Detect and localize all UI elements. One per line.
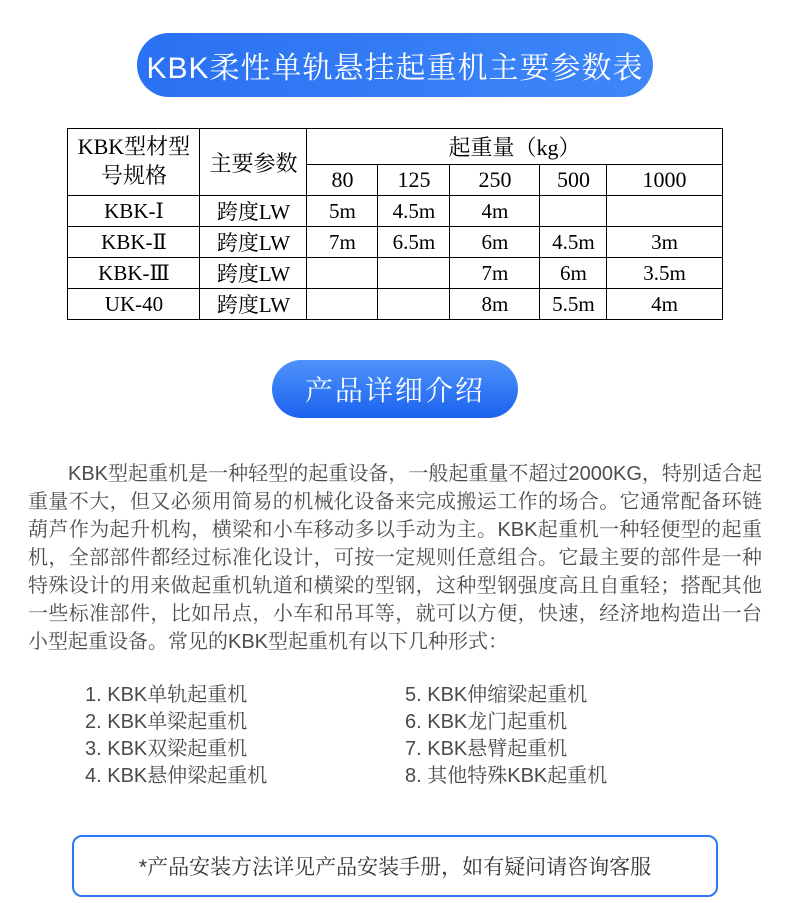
crane-list-right-column — [405, 682, 607, 790]
value-cell: 4.5m — [540, 227, 607, 258]
value-cell: 4m — [450, 196, 540, 227]
product-intro-label: 产品详细介绍 — [304, 375, 485, 406]
list-item: 1. KBK单轨起重机 — [85, 684, 248, 706]
list-item: 7. KBK悬臂起重机 — [405, 738, 568, 760]
model-cell: KBK-Ⅱ — [68, 227, 200, 258]
param-cell: 跨度LW — [200, 258, 307, 289]
crane-type-list — [85, 682, 790, 790]
value-cell: 5.5m — [540, 289, 607, 320]
table-row — [68, 289, 722, 320]
value-cell — [540, 196, 607, 227]
value-cell: 5m — [307, 196, 378, 227]
value-cell: 3m — [607, 227, 722, 258]
list-item: 3. KBK双梁起重机 — [85, 738, 248, 760]
param-cell: 跨度LW — [200, 227, 307, 258]
param-cell: 跨度LW — [200, 289, 307, 320]
model-cell: KBK-Ⅰ — [68, 196, 200, 227]
param-cell: 跨度LW — [200, 196, 307, 227]
crane-list-left-column — [85, 682, 405, 790]
installation-note-box — [72, 835, 718, 897]
list-item: 5. KBK伸缩梁起重机 — [405, 684, 588, 706]
table-row — [68, 227, 722, 258]
page-title: KBK柔性单轨悬挂起重机主要参数表 — [146, 52, 644, 85]
intro-paragraph: KBK型起重机是一种轻型的起重设备，一般起重量不超过2000KG，特别适合起重量不大，但又必须用简易的机械化设备来完成搬运工作的场合。它通常配备环链葫芦作为起升机构，横梁和小车移动多以手动为主。KBK起重机一种轻便型的起重机，全部部件都经过标准化设计，可按一定规则任意组合。它最主要的部件是一种特殊设计的用来做起重机轨道和横梁的型钢，这种型钢强度高且自重轻；搭配其他一些标准部件，比如吊点，小车和吊耳等，就可以方便，快速，经济地构造出一台小型起重设备。常见的KBK型起重机有以下几种形式： — [28, 463, 762, 653]
value-cell: 6m — [540, 258, 607, 289]
list-item: 2. KBK单梁起重机 — [85, 711, 248, 733]
value-cell: 4.5m — [378, 196, 450, 227]
installation-note-text: *产品安装方法详见产品安装手册，如有疑问请咨询客服 — [138, 856, 652, 879]
list-item: 6. KBK龙门起重机 — [405, 711, 568, 733]
header-model-spec: KBK型材型 号规格 — [68, 129, 200, 196]
value-cell: 3.5m — [607, 258, 722, 289]
value-cell — [607, 196, 722, 227]
model-cell: UK-40 — [68, 289, 200, 320]
value-cell: 4m — [607, 289, 722, 320]
value-cell — [307, 258, 378, 289]
header-capacity-80: 80 — [307, 165, 378, 196]
header-capacity: 起重量（kg） — [307, 129, 722, 165]
value-cell — [307, 289, 378, 320]
model-cell: KBK-Ⅲ — [68, 258, 200, 289]
header-capacity-125: 125 — [378, 165, 450, 196]
table-row — [68, 258, 722, 289]
header-capacity-250: 250 — [450, 165, 540, 196]
product-intro-section-pill — [272, 360, 518, 418]
table-row — [68, 196, 722, 227]
page-title-banner — [137, 33, 653, 97]
value-cell: 6m — [450, 227, 540, 258]
header-main-param: 主要参数 — [200, 129, 307, 196]
list-item: 4. KBK悬伸梁起重机 — [85, 765, 268, 787]
parameters-table — [67, 128, 722, 320]
list-item: 8. 其他特殊KBK起重机 — [405, 765, 608, 787]
value-cell — [378, 289, 450, 320]
value-cell: 7m — [450, 258, 540, 289]
value-cell: 6.5m — [378, 227, 450, 258]
value-cell: 7m — [307, 227, 378, 258]
value-cell: 8m — [450, 289, 540, 320]
header-capacity-1000: 1000 — [607, 165, 722, 196]
value-cell — [378, 258, 450, 289]
header-capacity-500: 500 — [540, 165, 607, 196]
